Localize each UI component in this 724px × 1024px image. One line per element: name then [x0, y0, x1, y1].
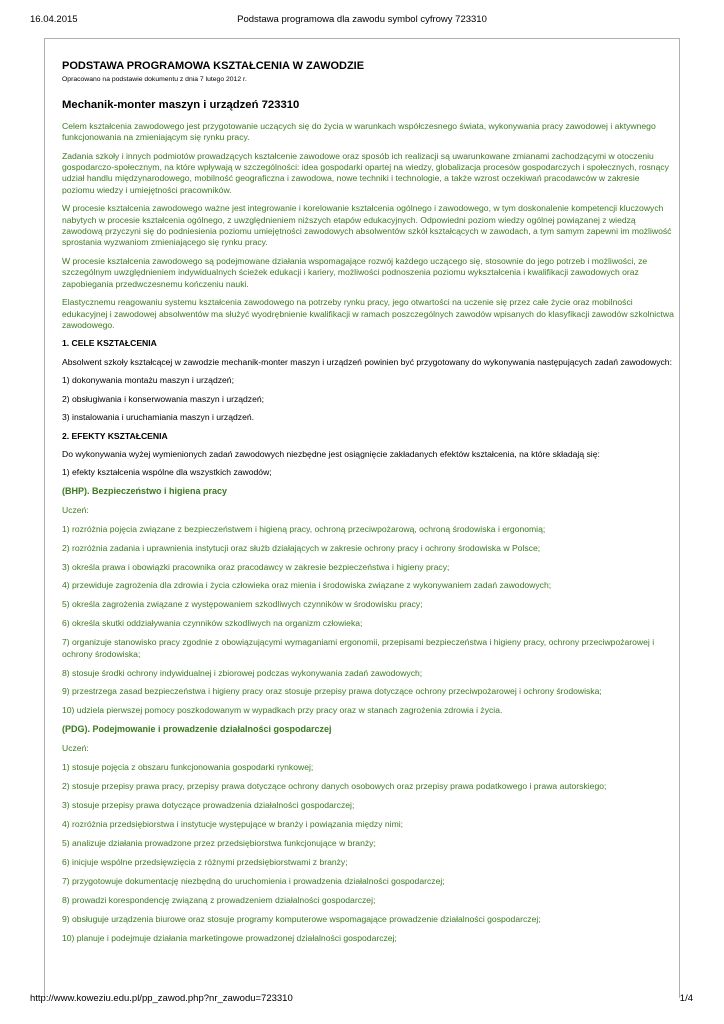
intro-paragraph: Elastycznemu reagowaniu systemu kształcenia zawodowego na potrzeby rynku pracy, jego otwartości na uczenie się przez całe życie oraz mobilności edukacyjnej i zawodowej absolwentów ma służyć wyodrębnienie kwalifikacji w ramach poszczególnych zawodów wpisanych do klasyfikacji zawodów szkolnictwa zawodowego. — [62, 297, 674, 330]
intro-paragraph: W procesie kształcenia zawodowego są podejmowane działania wspomagające rozwój każdego uczącego się, stosownie do jego potrzeb i możliwości, ze szczególnym uwzględnieniem indywidualnych ścieżek edukacji i kariery, możliwości podnoszenia poziomu wykształcenia i kwalifikacji zawodowych oraz zapobiegania przedwczesnemu kończeniu nauki. — [62, 255, 648, 289]
document-subtitle: Opracowano na podstawie dokumentu z dnia 7 lutego 2012 r. — [62, 75, 247, 83]
list-item: 1) efekty kształcenia wspólne dla wszystkich zawodów; — [62, 467, 272, 478]
section-lead: Do wykonywania wyżej wymienionych zadań zawodowych niezbędne jest osiągnięcie zakładanych efektów kształcenia, na które składają się: — [62, 448, 600, 459]
job-title: Mechanik-monter maszyn i urządzeń 723310 — [62, 98, 300, 111]
student-label: Uczeń: — [62, 743, 89, 754]
list-item: 6) inicjuje wspólne przedsięwzięcia z różnymi przedsiębiorstwami z branży; — [62, 856, 348, 867]
print-date: 16.04.2015 — [30, 14, 78, 25]
list-item: 9) przestrzega zasad bezpieczeństwa i higieny pracy oraz stosuje przepisy prawa dotyczące ochrony przeciwpożarowej i ochrony środowiska; — [62, 686, 602, 697]
list-item: 4) przewiduje zagrożenia dla zdrowia i życia człowieka oraz mienia i środowiska związane z wykonywaniem zadań zawodowych; — [62, 580, 552, 591]
list-item: 10) planuje i podejmuje działania marketingowe prowadzonej działalności gospodarczej; — [62, 932, 397, 943]
list-item: 7) organizuje stanowisko pracy zgodnie z obowiązującymi wymaganiami ergonomii, przepisami bezpieczeństwa i higieny pracy, ochrony przeciwpożarowej i ochrony środowiska; — [62, 637, 655, 659]
list-item: 3) określa prawa i obowiązki pracownika oraz pracodawcy w zakresie bezpieczeństwa i higieny pracy; — [62, 561, 450, 572]
list-item: 3) stosuje przepisy prawa dotyczące prowadzenia działalności gospodarczej; — [62, 800, 355, 811]
print-title: Podstawa programowa dla zawodu symbol cyfrowy 723310 — [237, 14, 487, 25]
list-item: 5) określa zagrożenia związane z występowaniem szkodliwych czynników w środowisku pracy; — [62, 599, 423, 610]
section-lead: Absolwent szkoły kształcącej w zawodzie mechanik-monter maszyn i urządzeń powinien być przygotowany do wykonywania następujących zadań zawodowych: — [62, 356, 672, 367]
list-item: 3) instalowania i uruchamiania maszyn i urządzeń. — [62, 412, 255, 423]
document-content — [62, 59, 674, 951]
list-item: 2) stosuje przepisy prawa pracy, przepisy prawa dotyczące ochrony danych osobowych oraz przepisy prawa podatkowego i prawa autorskiego; — [62, 781, 607, 792]
subsection-heading-bhp: (BHP). Bezpieczeństwo i higiena pracy — [62, 485, 228, 496]
list-item: 9) obsługuje urządzenia biurowe oraz stosuje programy komputerowe wspomagające prowadzenie działalności gospodarczej; — [62, 913, 541, 924]
list-item: 5) analizuje działania prowadzone przez przedsiębiorstwa funkcjonujące w branży; — [62, 837, 376, 848]
section-heading-goals: 1. CELE KSZTAŁCENIA — [62, 338, 157, 349]
document-title: PODSTAWA PROGRAMOWA KSZTAŁCENIA W ZAWODZIE — [62, 60, 365, 72]
list-item: 8) prowadzi korespondencję związaną z prowadzeniem działalności gospodarczej; — [62, 894, 376, 905]
intro-paragraph: W procesie kształcenia zawodowego ważne jest integrowanie i korelowanie kształcenia ogólnego i zawodowego, w tym doskonalenie kompetencji kluczowych nabytych w procesie kształcenia ogólnego, z uwzględnieniem niższych etapów edukacyjnych. Odpowiedni poziom wiedzy ogólnej powiązanej z wiedzą zawodową przyczyni się do podniesienia poziomu umiejętności zawodowych absolwentów szkół kształcących w zawodach, a tym samym zapewni im możliwość sprostania wyzwaniom zmieniającego się rynku pracy. — [62, 203, 672, 248]
section-heading-effects: 2. EFEKTY KSZTAŁCENIA — [62, 430, 168, 441]
list-item: 1) stosuje pojęcia z obszaru funkcjonowania gospodarki rynkowej; — [62, 762, 314, 773]
list-item: 8) stosuje środki ochrony indywidualnej i zbiorowej podczas wykonywania zadań zawodowych; — [62, 667, 423, 678]
list-item: 10) udziela pierwszej pomocy poszkodowanym w wypadkach przy pracy oraz w stanach zagrożenia zdrowia i życia. — [62, 705, 503, 716]
student-label: Uczeń: — [62, 504, 89, 515]
list-item: 1) rozróżnia pojęcia związane z bezpieczeństwem i higieną pracy, ochroną przeciwpożarową, ochroną środowiska i ergonomią; — [62, 523, 546, 534]
list-item: 1) dokonywania montażu maszyn i urządzeń; — [62, 375, 234, 386]
list-item: 2) rozróżnia zadania i uprawnienia instytucji oraz służb działających w zakresie ochrony pracy i ochrony środowiska w Polsce; — [62, 542, 541, 553]
list-item: 6) określa skutki oddziaływania czynników szkodliwych na organizm człowieka; — [62, 618, 363, 629]
list-item: 2) obsługiwania i konserwowania maszyn i urządzeń; — [62, 393, 265, 404]
subsection-heading-pdg: (PDG). Podejmowanie i prowadzenie działalności gospodarczej — [62, 724, 332, 735]
page-url: http://www.koweziu.edu.pl/pp_zawod.php?nr_zawodu=723310 — [30, 993, 293, 1004]
intro-paragraph: Celem kształcenia zawodowego jest przygotowanie uczących się do życia w warunkach współczesnego świata, wykonywania pracy zawodowej i aktywnego funkcjonowania na zmieniającym się rynku pracy. — [62, 120, 656, 143]
page-number: 1/4 — [679, 993, 693, 1004]
intro-paragraph: Zadania szkoły i innych podmiotów prowadzących kształcenie zawodowe oraz sposób ich realizacji są uwarunkowane zmianami zachodzącymi w otoczeniu gospodarczo-społecznym, na które wpływają w szczególności: idea gospodarki opartej na wiedzy, globalizacja procesów gospodarczych i społecznych, rosnący udział handlu międzynarodowego, mobilność geograficzna i zawodowa, nowe techniki i technologie, a także wzrost oczekiwań pracodawców w zakresie poziomu wiedzy i umiejętności pracowników. — [62, 150, 669, 195]
list-item: 4) rozróżnia przedsiębiorstwa i instytucje występujące w branży i powiązania między nimi; — [62, 818, 404, 829]
list-item: 7) przygotowuje dokumentację niezbędną do uruchomienia i prowadzenia działalności gospodarczej; — [62, 875, 445, 886]
